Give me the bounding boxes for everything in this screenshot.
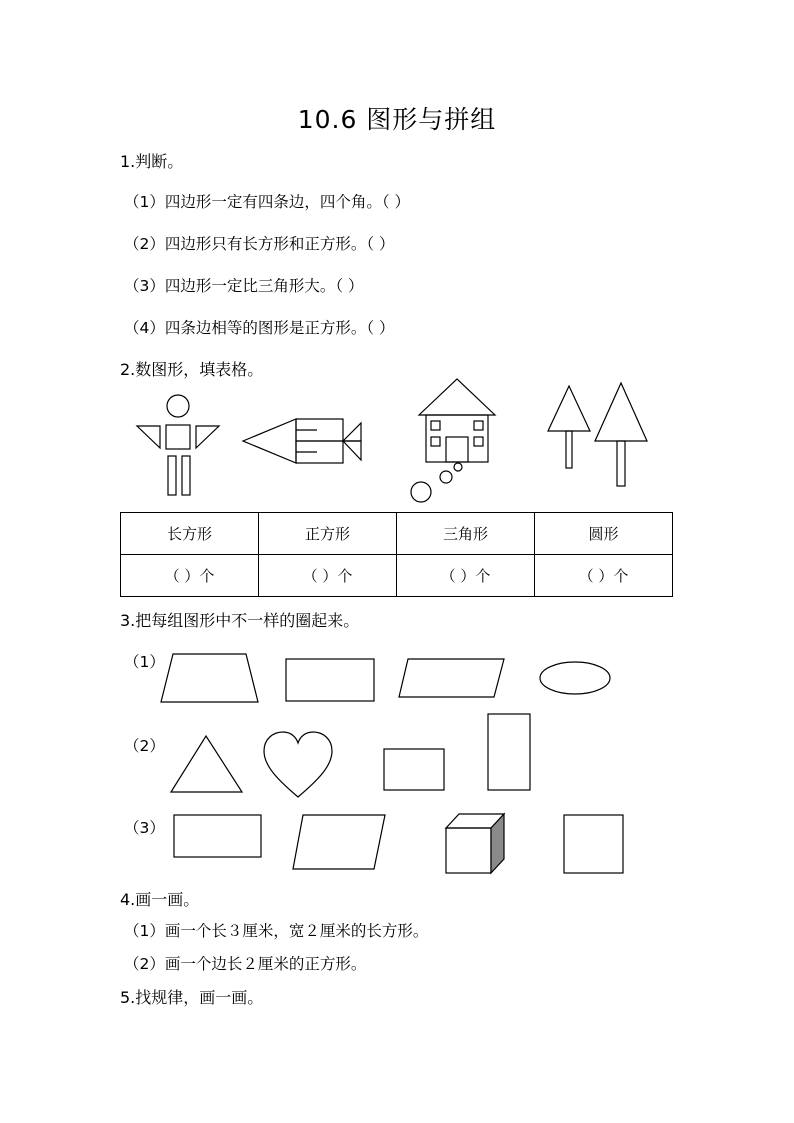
header-rectangle: 长方形 <box>121 513 259 555</box>
house-window-square <box>431 437 440 446</box>
group-1-label: （1） <box>124 653 165 671</box>
answer-triangle: （ ）个 <box>397 555 535 597</box>
big-tree-trunk-rectangle <box>617 441 625 486</box>
smoke-circle <box>411 482 431 502</box>
triangle-shape <box>171 736 242 792</box>
heart-shape <box>264 732 332 797</box>
group-2-shapes <box>171 714 530 797</box>
house-window-square <box>431 421 440 430</box>
trapezoid-shape <box>161 654 258 702</box>
robot-right-arm-triangle <box>196 426 219 448</box>
question-4-heading: 4.画一画。 <box>120 890 200 909</box>
group-3-shapes <box>174 814 623 873</box>
parallelogram-shape <box>399 659 504 697</box>
question-3-heading: 3.把每组图形中不一样的圈起来。 <box>120 611 360 630</box>
trees-figure <box>548 383 647 486</box>
fish-head-triangle <box>243 419 296 463</box>
cube-front-face <box>446 828 491 873</box>
fish-tail-bottom-triangle <box>343 441 361 460</box>
question-4-item-1: （1）画一个长３厘米，宽２厘米的长方形。 <box>124 922 429 940</box>
fish-figure <box>243 419 361 463</box>
question-1-heading: 1.判断。 <box>120 152 184 171</box>
robot-right-leg-rectangle <box>182 456 190 495</box>
robot-left-leg-rectangle <box>168 456 176 495</box>
header-circle: 圆形 <box>535 513 673 555</box>
question-2-heading: 2.数图形，填表格。 <box>120 360 264 379</box>
header-square: 正方形 <box>259 513 397 555</box>
small-tree-triangle <box>548 386 590 431</box>
robot-figure <box>137 395 219 495</box>
house-wall-rectangle <box>426 415 488 462</box>
smoke-circle <box>440 471 452 483</box>
small-tree-trunk-rectangle <box>566 431 572 468</box>
rectangle-shape <box>174 815 261 857</box>
page-title: 10.6 图形与拼组 <box>297 105 497 134</box>
parallelogram-shape <box>293 815 385 869</box>
question-1-item-1: （1）四边形一定有四条边，四个角。（ ） <box>124 193 411 211</box>
question-1-item-3: （3）四边形一定比三角形大。（ ） <box>124 277 364 295</box>
cube-side-face <box>491 814 504 873</box>
question-1-item-2: （2）四边形只有长方形和正方形。（ ） <box>124 235 395 253</box>
fish-tail-top-triangle <box>343 423 361 441</box>
house-door-rectangle <box>446 437 468 462</box>
house-window-square <box>474 421 483 430</box>
question-4-item-2: （2）画一个边长２厘米的正方形。 <box>124 955 367 973</box>
big-tree-triangle <box>595 383 647 441</box>
tall-rectangle-shape <box>488 714 530 790</box>
question-1-item-4: （4）四条边相等的图形是正方形。（ ） <box>124 319 395 337</box>
group-3-label: （3） <box>124 819 165 837</box>
robot-body-square <box>166 425 190 449</box>
smoke-circle <box>454 463 462 471</box>
square-shape <box>564 815 623 873</box>
rectangle-shape <box>384 749 444 790</box>
group-2-label: （2） <box>124 737 165 755</box>
header-triangle: 三角形 <box>397 513 535 555</box>
group-1-shapes <box>161 654 610 702</box>
robot-left-arm-triangle <box>137 426 160 448</box>
answer-circle: （ ）个 <box>535 555 673 597</box>
house-figure <box>411 379 495 502</box>
house-roof-triangle <box>419 379 495 415</box>
rectangle-shape <box>286 659 374 701</box>
question-5-heading: 5.找规律，画一画。 <box>120 988 264 1007</box>
cube-shape <box>446 814 504 873</box>
house-window-square <box>474 437 483 446</box>
robot-head-circle <box>167 395 189 417</box>
ellipse-shape <box>540 662 610 694</box>
answer-square: （ ）个 <box>259 555 397 597</box>
answer-rectangle: （ ）个 <box>121 555 259 597</box>
